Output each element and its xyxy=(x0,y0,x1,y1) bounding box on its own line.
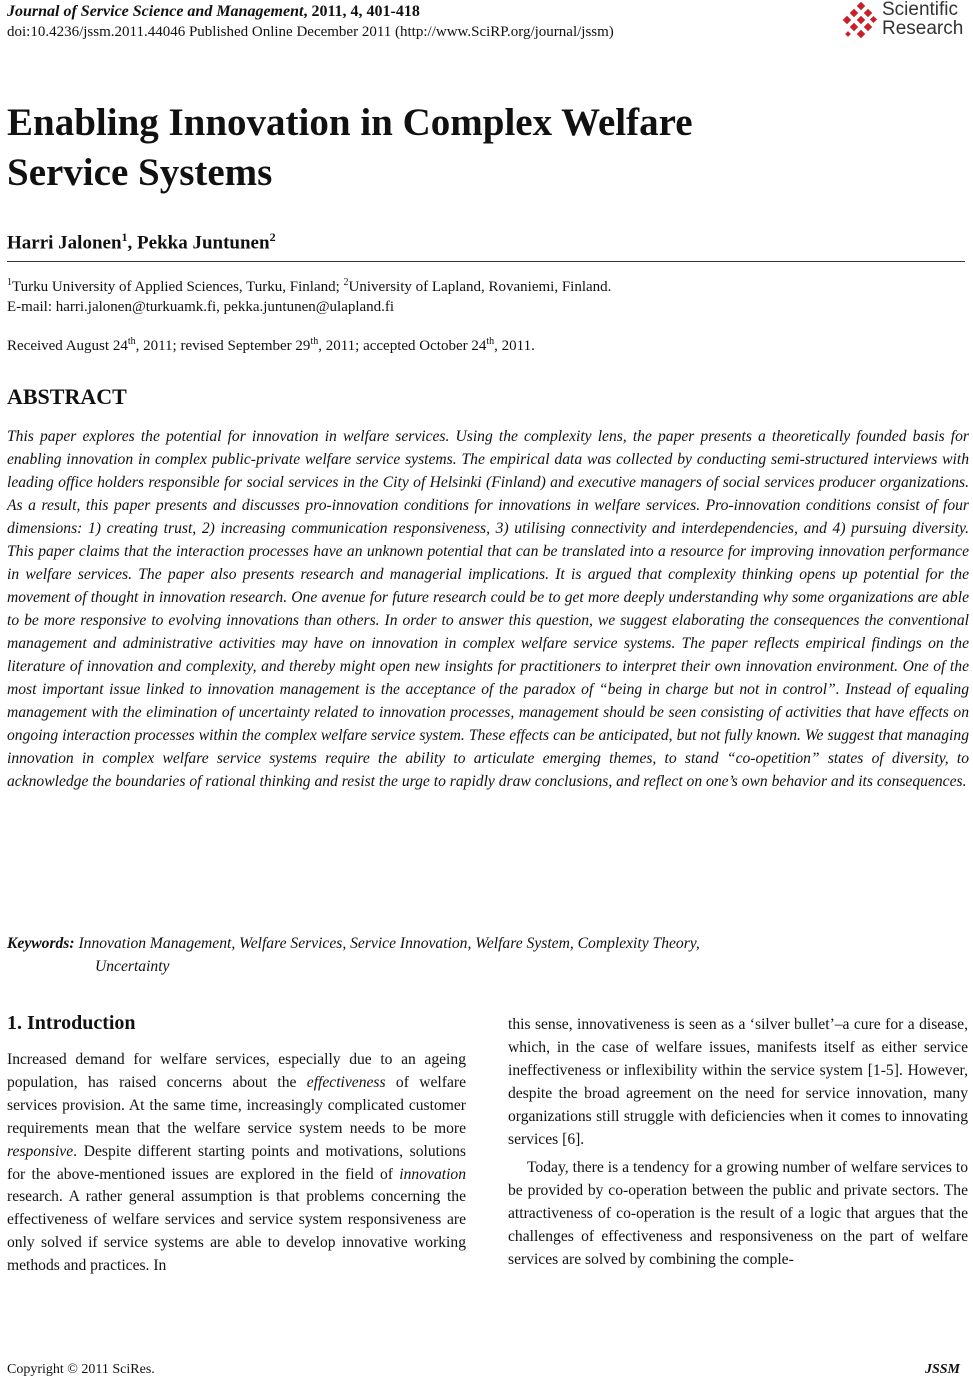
page-footer xyxy=(7,1362,960,1378)
email-line: E-mail: harri.jalonen@turkuamk.fi, pekka.juntunen@ulapland.fi xyxy=(7,299,395,315)
received-date: Received August 24 xyxy=(7,338,128,354)
divider xyxy=(7,261,965,262)
affiliation-1: Turku University of Applied Sciences, Turku, Finland; xyxy=(12,279,344,295)
text-run: Increased demand for welfare services, especially due to an ageing population, has raised concerns about the xyxy=(7,1051,466,1091)
doi-line: doi:10.4236/jssm.2011.44046 Published Online December 2011 (http://www.SciRP.org/journal/jssm) xyxy=(7,24,614,40)
affil-sup-1: 1 xyxy=(7,277,12,288)
text-run: . Despite different starting points and motivations, solutions for the above-mentioned issues are explored in the field of xyxy=(7,1142,466,1183)
ordinal-suffix: th xyxy=(127,336,136,347)
right-column xyxy=(508,1014,968,1272)
abstract-text: This paper explores the potential for innovation in welfare services. Using the complexity lens, the paper presents a theoretically founded basis for enabling innovation in complex public-private welfare service systems. The empirical data was collected by conducting semi-structured interviews with leading office holders responsible for social services in the City of Helsinki (Finland) and executive managers of social services producer organizations. As a result, this paper presents and discusses pro-innovation conditions for innovations in welfare services. Pro-innovation conditions consist of four dimensions: 1) creating trust, 2) increasing communication responsiveness, 3) utilising connectivity and interdependencies, and 4) pursuing diversity. This paper claims that the interaction processes have an unknown potential that can be translated into a resource for improving innovation performance in welfare services. The paper also presents research and managerial implications. It is argued that complexity thinking opens up potential for the movement of thought in innovation research. One avenue for future research could be to get more deeply understanding why some organizations are able to be more responsive to evolving innovations than others. In order to answer this question, we suggest elaborating the consequences the conventional management and administrative activities may have on innovation in complex welfare service systems. The paper reflects empirical findings on the literature of innovation and complexity, and thereby might open new insights for practitioners to interpret their own innovation environment. One of the most important issue linked to innovation management is the acceptance of the paradox of “being in charge but not in control”. Instead of equaling management with the elimination of uncertainty related to innovation processes, management should be seen consisting of activities that have effects on ongoing interaction processes within the complex welfare service system. These effects can be anticipated, but not fully known. We suggest that managing innovation in complex welfare service systems require the ability to articulate emerging themes, to stand “co-opetition” states of diversity, to acknowledge the boundaries of rational thinking and resist the urge to rapidly draw conclusions, and reflect on one’s own behavior and its consequences. xyxy=(7,428,969,790)
accepted-date: , 2011; accepted October 24 xyxy=(318,338,487,354)
emphasis-innovation: innovation xyxy=(399,1165,466,1183)
author-1: Harri Jalonen xyxy=(7,232,122,254)
journal-name: Journal of Service Science and Management xyxy=(7,3,304,20)
paper-title xyxy=(7,98,907,198)
keywords-line-1: Innovation Management, Welfare Services, Service Innovation, Welfare System, Complexity Theory, xyxy=(74,935,700,952)
affil-sup-2: 2 xyxy=(343,277,349,288)
author-1-affil: 1 xyxy=(121,230,128,244)
publisher-logo xyxy=(842,0,967,46)
emphasis-effectiveness: effectiveness xyxy=(306,1073,386,1091)
keywords-line-2: Uncertainty xyxy=(95,958,170,975)
date-end: , 2011. xyxy=(494,338,535,354)
authors: Harri Jalonen$^1$, Pekka Juntunen$^2$ xyxy=(7,230,276,254)
left-column xyxy=(7,1049,466,1278)
affiliations xyxy=(7,273,611,317)
received-dates xyxy=(7,336,535,355)
author-2-affil: 2 xyxy=(269,230,276,244)
journal-abbreviation: JSSM xyxy=(924,1362,960,1377)
text-run: of welfare services provision. At the same time, increasingly complicated customer requirements mean that the welfare service system needs to be more xyxy=(7,1073,466,1137)
ordinal-suffix: th xyxy=(310,336,319,347)
keywords xyxy=(7,932,969,978)
journal-citation xyxy=(7,3,420,21)
section-heading-introduction: 1. Introduction xyxy=(7,1012,136,1034)
copyright: Copyright © 2011 SciRes. xyxy=(7,1362,155,1377)
author-2: Pekka Juntunen xyxy=(137,232,270,254)
logo-wordmark xyxy=(882,0,963,38)
revised-date: , 2011; revised September 29 xyxy=(135,338,311,354)
text-run: research. A rather general assumption is that problems concerning the effectiveness of welfare services and service system responsiveness are only solved if service systems are able to develop innovative working methods and practices. In xyxy=(7,1188,466,1275)
intro-paragraph-2: Today, there is a tendency for a growing number of welfare services to be provided by co-operation between the public and private sectors. The attractiveness of co-operation is the result of a logic that argues that the challenges of effectiveness and responsiveness on the part of welfare services are solved by combining the comple- xyxy=(508,1159,968,1269)
affiliation-2: University of Lapland, Rovaniemi, Finland. xyxy=(348,279,612,295)
logo-line-1: Scientific xyxy=(882,0,959,20)
ordinal-suffix: th xyxy=(486,336,495,347)
logo-line-2: Research xyxy=(882,18,964,39)
abstract-heading: ABSTRACT xyxy=(7,384,127,409)
title-line-1: Enabling Innovation in Complex Welfare xyxy=(7,101,693,144)
emphasis-responsive: responsive xyxy=(7,1142,74,1160)
intro-paragraph-1 xyxy=(7,1049,466,1278)
keywords-label: Keywords: xyxy=(7,935,75,952)
title-line-2: Service Systems xyxy=(7,151,273,194)
scientific-research-logo-icon xyxy=(842,2,878,42)
intro-paragraph-1-cont: this sense, innovativeness is seen as a ‘silver bullet’–a cure for a disease, which, in the case of welfare issues, manifests itself as either service ineffectiveness or inflexibility within the service system [1-5]. However, despite the broad agreement on the need for service innovation, many organizations still struggle with deficiencies when it comes to innovating services [6]. xyxy=(508,1016,968,1148)
journal-volume: , 2011, 4, 401-418 xyxy=(303,3,420,20)
